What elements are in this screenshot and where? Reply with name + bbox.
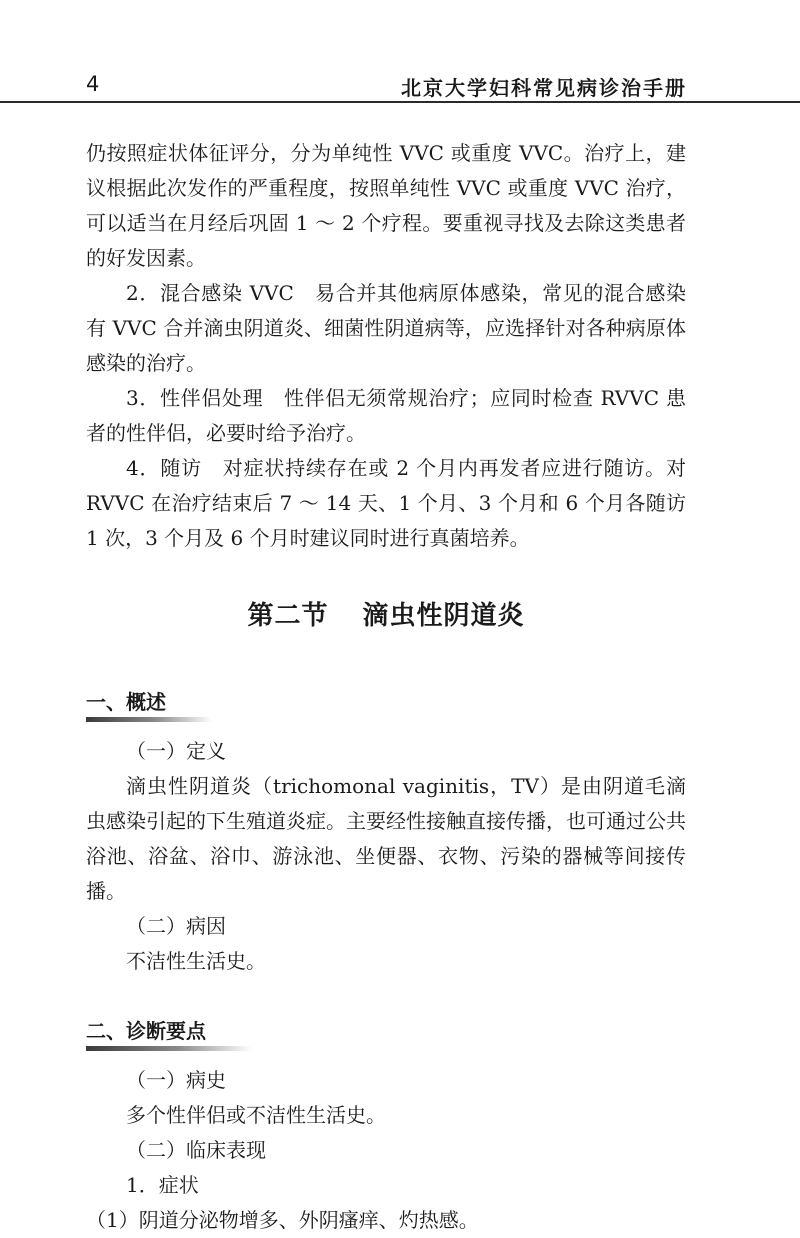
history-label: （一）病史 xyxy=(126,1068,226,1092)
page-number: 4 xyxy=(86,72,100,96)
definition-text: 滴虫性阴道炎（trichomonal vaginitis，TV）是由阴道毛滴虫感染引起的下生殖道炎症。主要经性接触直接传播，也可通过公共浴池、浴盆、浴巾、游泳池、坐便器、衣物、污染的器械等间接传播。 xyxy=(86,774,686,903)
diagnosis-block xyxy=(86,1013,686,1049)
section-title xyxy=(86,586,686,646)
body-paragraph: 4．随访 对症状持续存在或 2 个月内再发者应进行随访。对 RVVC 在治疗结束后 7 ～ 14 天、1 个月、3 个月和 6 个月各随访 1 次，3 个月及 6 个月时建议同时进行真菌培养。 xyxy=(86,456,686,550)
body-paragraph: 2．混合感染 VVC 易合并其他病原体感染，常见的混合感染有 VVC 合并滴虫阴道炎、细菌性阴道病等，应选择针对各种病原体感染的治疗。 xyxy=(86,281,686,375)
running-title: 北京大学妇科常见病诊治手册 xyxy=(401,76,687,100)
symptoms-label: 1．症状 xyxy=(126,1173,199,1197)
etiology-text: 不洁性生活史。 xyxy=(126,949,266,973)
section-number: 第二节 xyxy=(247,601,329,631)
diagnosis-heading: 二、诊断要点 xyxy=(86,1013,252,1049)
overview-heading: 一、概述 xyxy=(86,684,212,720)
body-paragraph: 3．性伴侣处理 性伴侣无须常规治疗；应同时检查 RVVC 患者的性伴侣，必要时给予治疗。 xyxy=(86,386,686,445)
body-paragraph: 仍按照症状体征评分，分为单纯性 VVC 或重度 VVC。治疗上，建议根据此次发作的严重程度，按照单纯性 VVC 或重度 VVC 治疗，可以适当在月经后巩固 1 ～ 2 个疗程。要重视寻找及去除这类患者的好发因素。 xyxy=(86,141,686,270)
clinical-label: （二）临床表现 xyxy=(126,1138,266,1162)
etiology-label: （二）病因 xyxy=(126,914,226,938)
section-name: 滴虫性阴道炎 xyxy=(362,601,525,631)
history-text: 多个性伴侣或不洁性生活史。 xyxy=(126,1103,386,1127)
definition-label: （一）定义 xyxy=(126,739,226,763)
header-rule xyxy=(0,101,800,103)
symptom-item: （1）阴道分泌物增多、外阴瘙痒、灼热感。 xyxy=(86,1208,479,1232)
page-header xyxy=(0,0,800,108)
overview-block xyxy=(86,684,686,720)
page-content xyxy=(86,136,686,1238)
